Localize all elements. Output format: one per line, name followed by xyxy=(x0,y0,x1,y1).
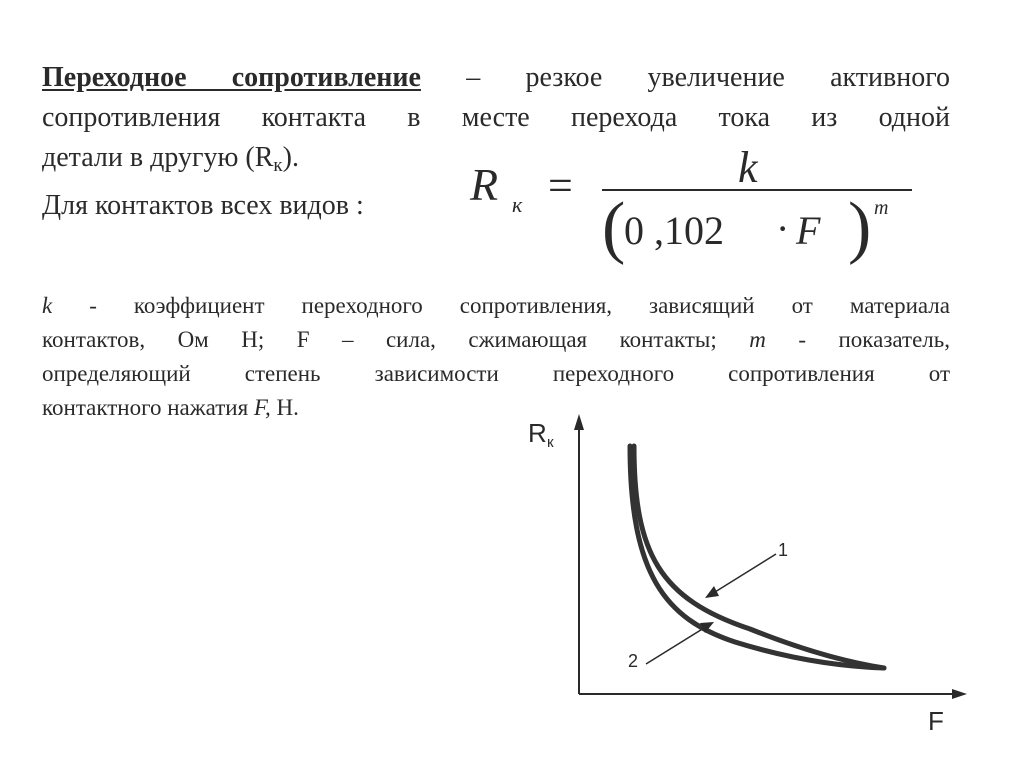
formula-numerator: k xyxy=(738,143,758,192)
formula-equals: = xyxy=(548,161,573,210)
curve-1-label: 1 xyxy=(778,540,789,560)
curve-2-label: 2 xyxy=(628,651,639,671)
resistance-formula xyxy=(462,140,932,270)
formula-coefficient: 0 ,102 xyxy=(624,208,724,253)
curve-2-leader-line xyxy=(646,628,704,664)
y-axis-arrow-icon xyxy=(574,414,584,430)
definition-line-1 xyxy=(42,58,950,98)
definition-subscript: к xyxy=(273,155,283,176)
y-axis-label-subscript: к xyxy=(547,434,554,451)
description-line-4-text: контактного нажатия xyxy=(42,395,254,420)
formula-variable: F xyxy=(796,208,821,253)
definition-line-4: Для контактов всех видов : xyxy=(42,190,364,221)
formula-lhs-subscript: к xyxy=(512,192,523,217)
description-line-1 xyxy=(42,289,950,323)
definition-line-3-end: ). xyxy=(282,142,299,173)
description-line-4-end: Н. xyxy=(270,395,299,420)
formula-multiply-dot: · xyxy=(776,206,790,251)
description-line-2-end: - показатель, xyxy=(765,327,950,352)
description-line-2-text: контактов, Ом Н; F – сила, сжимающая контакты; xyxy=(42,327,750,352)
formula-close-paren: ) xyxy=(848,189,872,266)
formula-exponent: m xyxy=(874,197,889,219)
x-axis-arrow-icon xyxy=(952,689,967,699)
definition-term: Переходное сопротивление xyxy=(42,62,421,93)
formula-lhs-symbol: R xyxy=(470,159,499,210)
description-f-symbol: F, xyxy=(253,395,271,420)
x-axis-label: F xyxy=(928,706,944,736)
description-line-1-text: - коэффициент переходного сопротивления, зависящий от материала xyxy=(52,293,950,318)
formula-open-paren: ( xyxy=(602,189,626,266)
curve-1 xyxy=(634,446,884,668)
description-m-symbol: m xyxy=(749,327,766,352)
resistance-force-graph xyxy=(500,404,980,760)
definition-line-3-text: детали в другую (R xyxy=(42,142,274,173)
curve-2 xyxy=(630,446,884,668)
curve-1-leader-line xyxy=(715,554,776,592)
description-k-symbol: k xyxy=(42,293,53,318)
definition-line-2: сопротивления контакта в месте перехода тока из одной xyxy=(42,102,950,133)
curve-1-arrow-icon xyxy=(705,586,719,598)
definition-line-1-rest: – резкое увеличение активного xyxy=(420,62,950,93)
description-line-3: определяющий степень зависимости переходного сопротивления от xyxy=(42,361,950,386)
description-line-2 xyxy=(42,323,950,357)
y-axis-label: R xyxy=(528,418,547,448)
